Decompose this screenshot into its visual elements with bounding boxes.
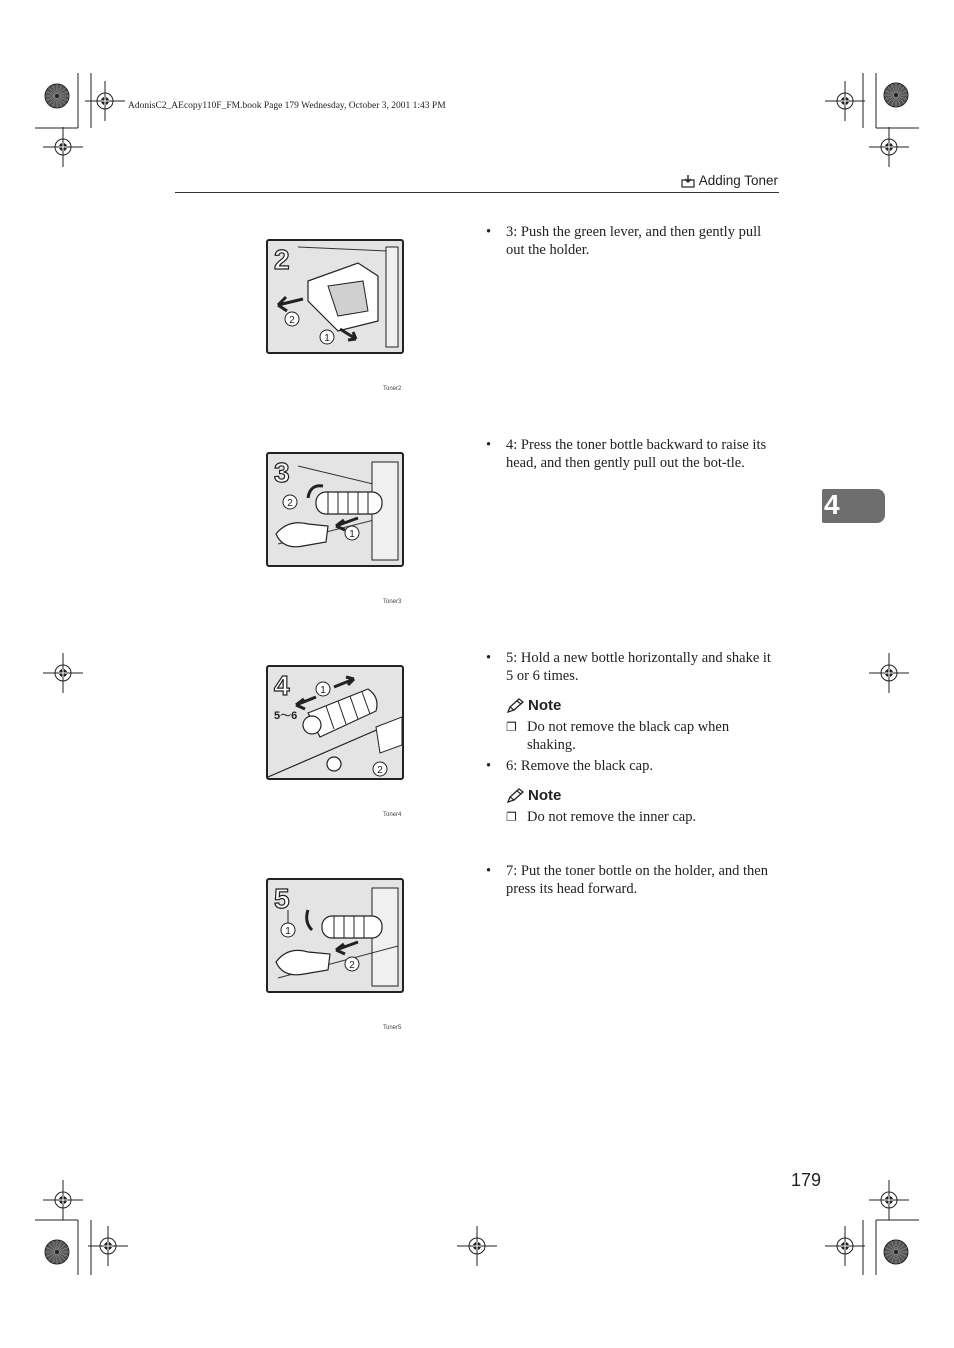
- chapter-number: 4: [824, 489, 840, 520]
- note-title: Note: [528, 787, 562, 804]
- svg-text:1: 1: [320, 685, 326, 696]
- figure-label: Toner3: [383, 599, 402, 605]
- pencil-icon: [506, 698, 524, 714]
- svg-text:2: 2: [289, 315, 295, 326]
- instruction-text: 6: Remove the black cap.: [506, 758, 653, 774]
- note-text: Do not remove the inner cap.: [527, 809, 697, 825]
- step-number: 2: [274, 244, 290, 275]
- chapter-tab: [822, 489, 885, 523]
- page-number: 179: [791, 1170, 822, 1190]
- pencil-icon: [506, 788, 524, 804]
- note-item: [506, 719, 766, 754]
- note-heading: [506, 697, 561, 714]
- step-number: 3: [274, 457, 290, 488]
- step-3-instruction: • 3: Push the green lever, and then gently pull out the holder.: [486, 224, 776, 259]
- note-title: Note: [528, 697, 562, 714]
- checkbox-icon: ❐: [506, 810, 517, 824]
- step-5-instruction: • 5: Hold a new bottle horizontally and shake it 5 or 6 times.: [486, 650, 776, 685]
- step-number: 4: [274, 670, 290, 701]
- instruction-text: 5: Hold a new bottle horizontally and shake it 5 or 6 times.: [506, 650, 771, 684]
- step-6-instruction: • 6: Remove the black cap.: [486, 758, 653, 774]
- svg-text:2: 2: [287, 498, 293, 509]
- instruction-text: 4: Press the toner bottle backward to raise its head, and then gently pull out the bot-tle.: [506, 437, 767, 471]
- checkbox-icon: ❐: [506, 720, 517, 734]
- svg-text:2: 2: [349, 960, 355, 971]
- note-text: Do not remove the black cap when shaking.: [527, 719, 730, 753]
- running-header: [681, 173, 778, 188]
- step-number: 5: [274, 883, 290, 914]
- svg-text:1: 1: [349, 529, 355, 540]
- svg-text:1: 1: [324, 333, 330, 344]
- header-rule: [175, 192, 779, 193]
- figure-label: Toner5: [383, 1025, 402, 1031]
- instruction-text: 7: Put the toner bottle on the holder, and then press its head forward.: [506, 863, 768, 897]
- svg-text:2: 2: [377, 765, 383, 776]
- header-title: Adding Toner: [698, 173, 778, 188]
- step-7-instruction: • 7: Put the toner bottle on the holder, and then press its head forward.: [486, 863, 776, 898]
- figure-step-4: [266, 665, 404, 780]
- figure-step-3: [266, 452, 404, 567]
- figure-label: Toner2: [383, 386, 402, 392]
- step-4-instruction: • 4: Press the toner bottle backward to raise its head, and then gently pull out the bot-tle.: [486, 437, 776, 472]
- instruction-text: 3: Push the green lever, and then gently pull out the holder.: [506, 224, 762, 258]
- note-heading: [506, 787, 561, 804]
- print-info: AdonisC2_AEcopy110F_FM.book Page 179 Wednesday, October 3, 2001 1:43 PM: [128, 101, 446, 111]
- figure-step-2: [266, 239, 404, 354]
- toner-icon: [681, 174, 695, 188]
- figure-label: Toner4: [383, 812, 402, 818]
- note-item: [506, 809, 766, 827]
- figure-step-5: [266, 878, 404, 993]
- shake-count: 5～6: [274, 710, 298, 722]
- svg-text:1: 1: [285, 926, 291, 937]
